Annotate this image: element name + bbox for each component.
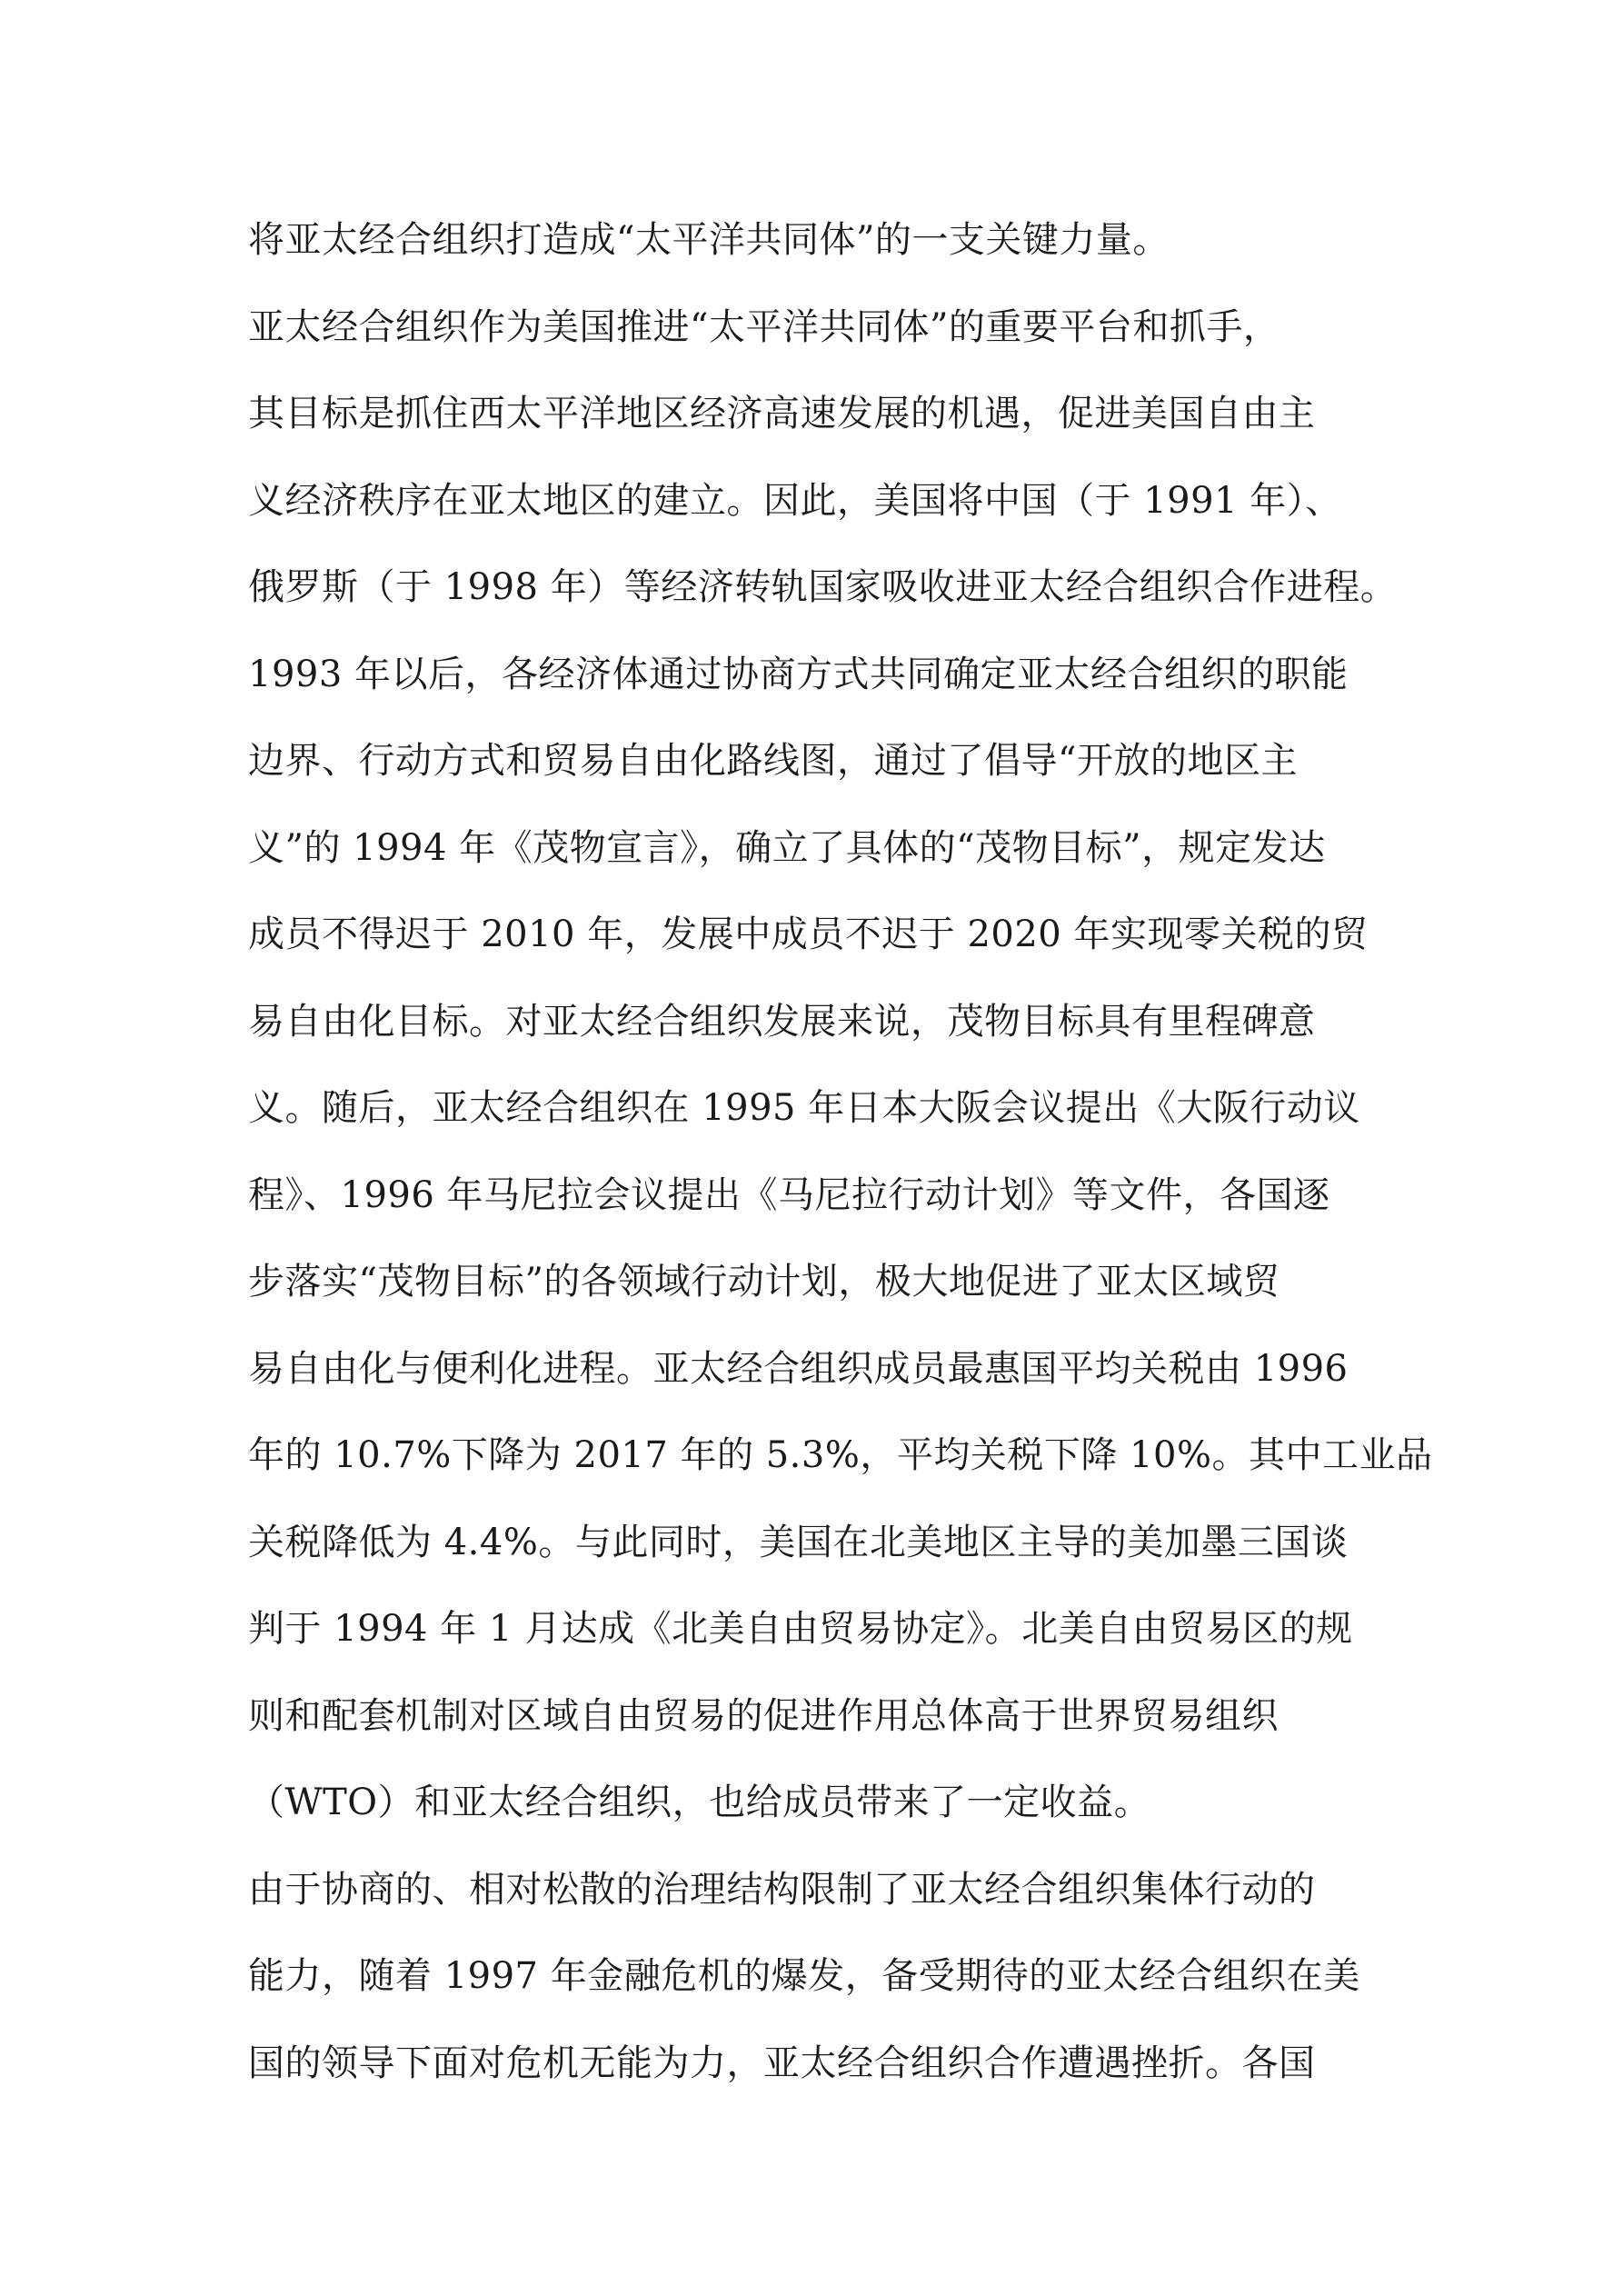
text-line: 亚太经合组织作为美国推进“太平洋共同体”的重要平台和抓手， [248, 305, 1280, 348]
text-line: 程》、1996 年马尼拉会议提出《马尼拉行动计划》等文件，各国逐 [248, 1173, 1330, 1216]
text-line: 易自由化目标。对亚太经合组织发展来说，茂物目标具有里程碑意 [248, 1000, 1316, 1043]
text-line: 年的 10.7%下降为 2017 年的 5.3%，平均关税下降 10%。其中工业品 [248, 1434, 1433, 1476]
text-line: 俄罗斯（于 1998 年）等经济转轨国家吸收进亚太经合组织合作进程。 [248, 566, 1398, 608]
text-line: 由于协商的、相对松散的治理结构限制了亚太经合组织集体行动的 [248, 1868, 1316, 1911]
text-line: 义经济秩序在亚太地区的建立。因此，美国将中国（于 1991 年）、 [248, 479, 1342, 522]
text-line: 判于 1994 年 1 月达成《北美自由贸易协定》。北美自由贸易区的规 [248, 1608, 1353, 1650]
text-line: 成员不得迟于 2010 年，发展中成员不迟于 2020 年实现零关税的贸 [248, 913, 1369, 955]
text-line: 关税降低为 4.4%。与此同时，美国在北美地区主导的美加墨三国谈 [248, 1521, 1349, 1563]
text-line: 则和配套机制对区域自由贸易的促进作用总体高于世界贸易组织 [248, 1694, 1279, 1737]
text-line: （WTO）和亚太经合组织，也给成员带来了一定收益。 [248, 1782, 1151, 1823]
body-text [248, 215, 1433, 2124]
text-line: 国的领导下面对危机无能为力，亚太经合组织合作遭遇挫折。各国 [248, 2041, 1316, 2084]
paragraph [248, 1864, 1420, 2125]
text-line: 义。随后，亚太经合组织在 1995 年日本大阪会议提出《大阪行动议 [248, 1087, 1360, 1129]
paragraph [248, 302, 1433, 1864]
text-line: 将亚太经合组织打造成“太平洋共同体”的一支关键力量。 [248, 219, 1170, 261]
text-line: 其目标是抓住西太平洋地区经济高速发展的机遇，促进美国自由主 [248, 393, 1316, 434]
paragraph [248, 215, 1420, 302]
text-line: 易自由化与便利化进程。亚太经合组织成员最惠国平均关税由 1996 [248, 1347, 1349, 1390]
text-line: 步落实“茂物目标”的各领域行动计划，极大地促进了亚太区域贸 [248, 1261, 1280, 1303]
text-line: 边界、行动方式和贸易自由化路线图，通过了倡导“开放的地区主 [248, 740, 1298, 782]
text-line: 义”的 1994 年《茂物宣言》，确立了具体的“茂物目标”，规定发达 [248, 826, 1326, 869]
text-line: 1993 年以后，各经济体通过协商方式共同确定亚太经合组织的职能 [248, 653, 1349, 695]
text-line: 能力，随着 1997 年金融危机的爆发，备受期待的亚太经合组织在美 [248, 1955, 1360, 1997]
